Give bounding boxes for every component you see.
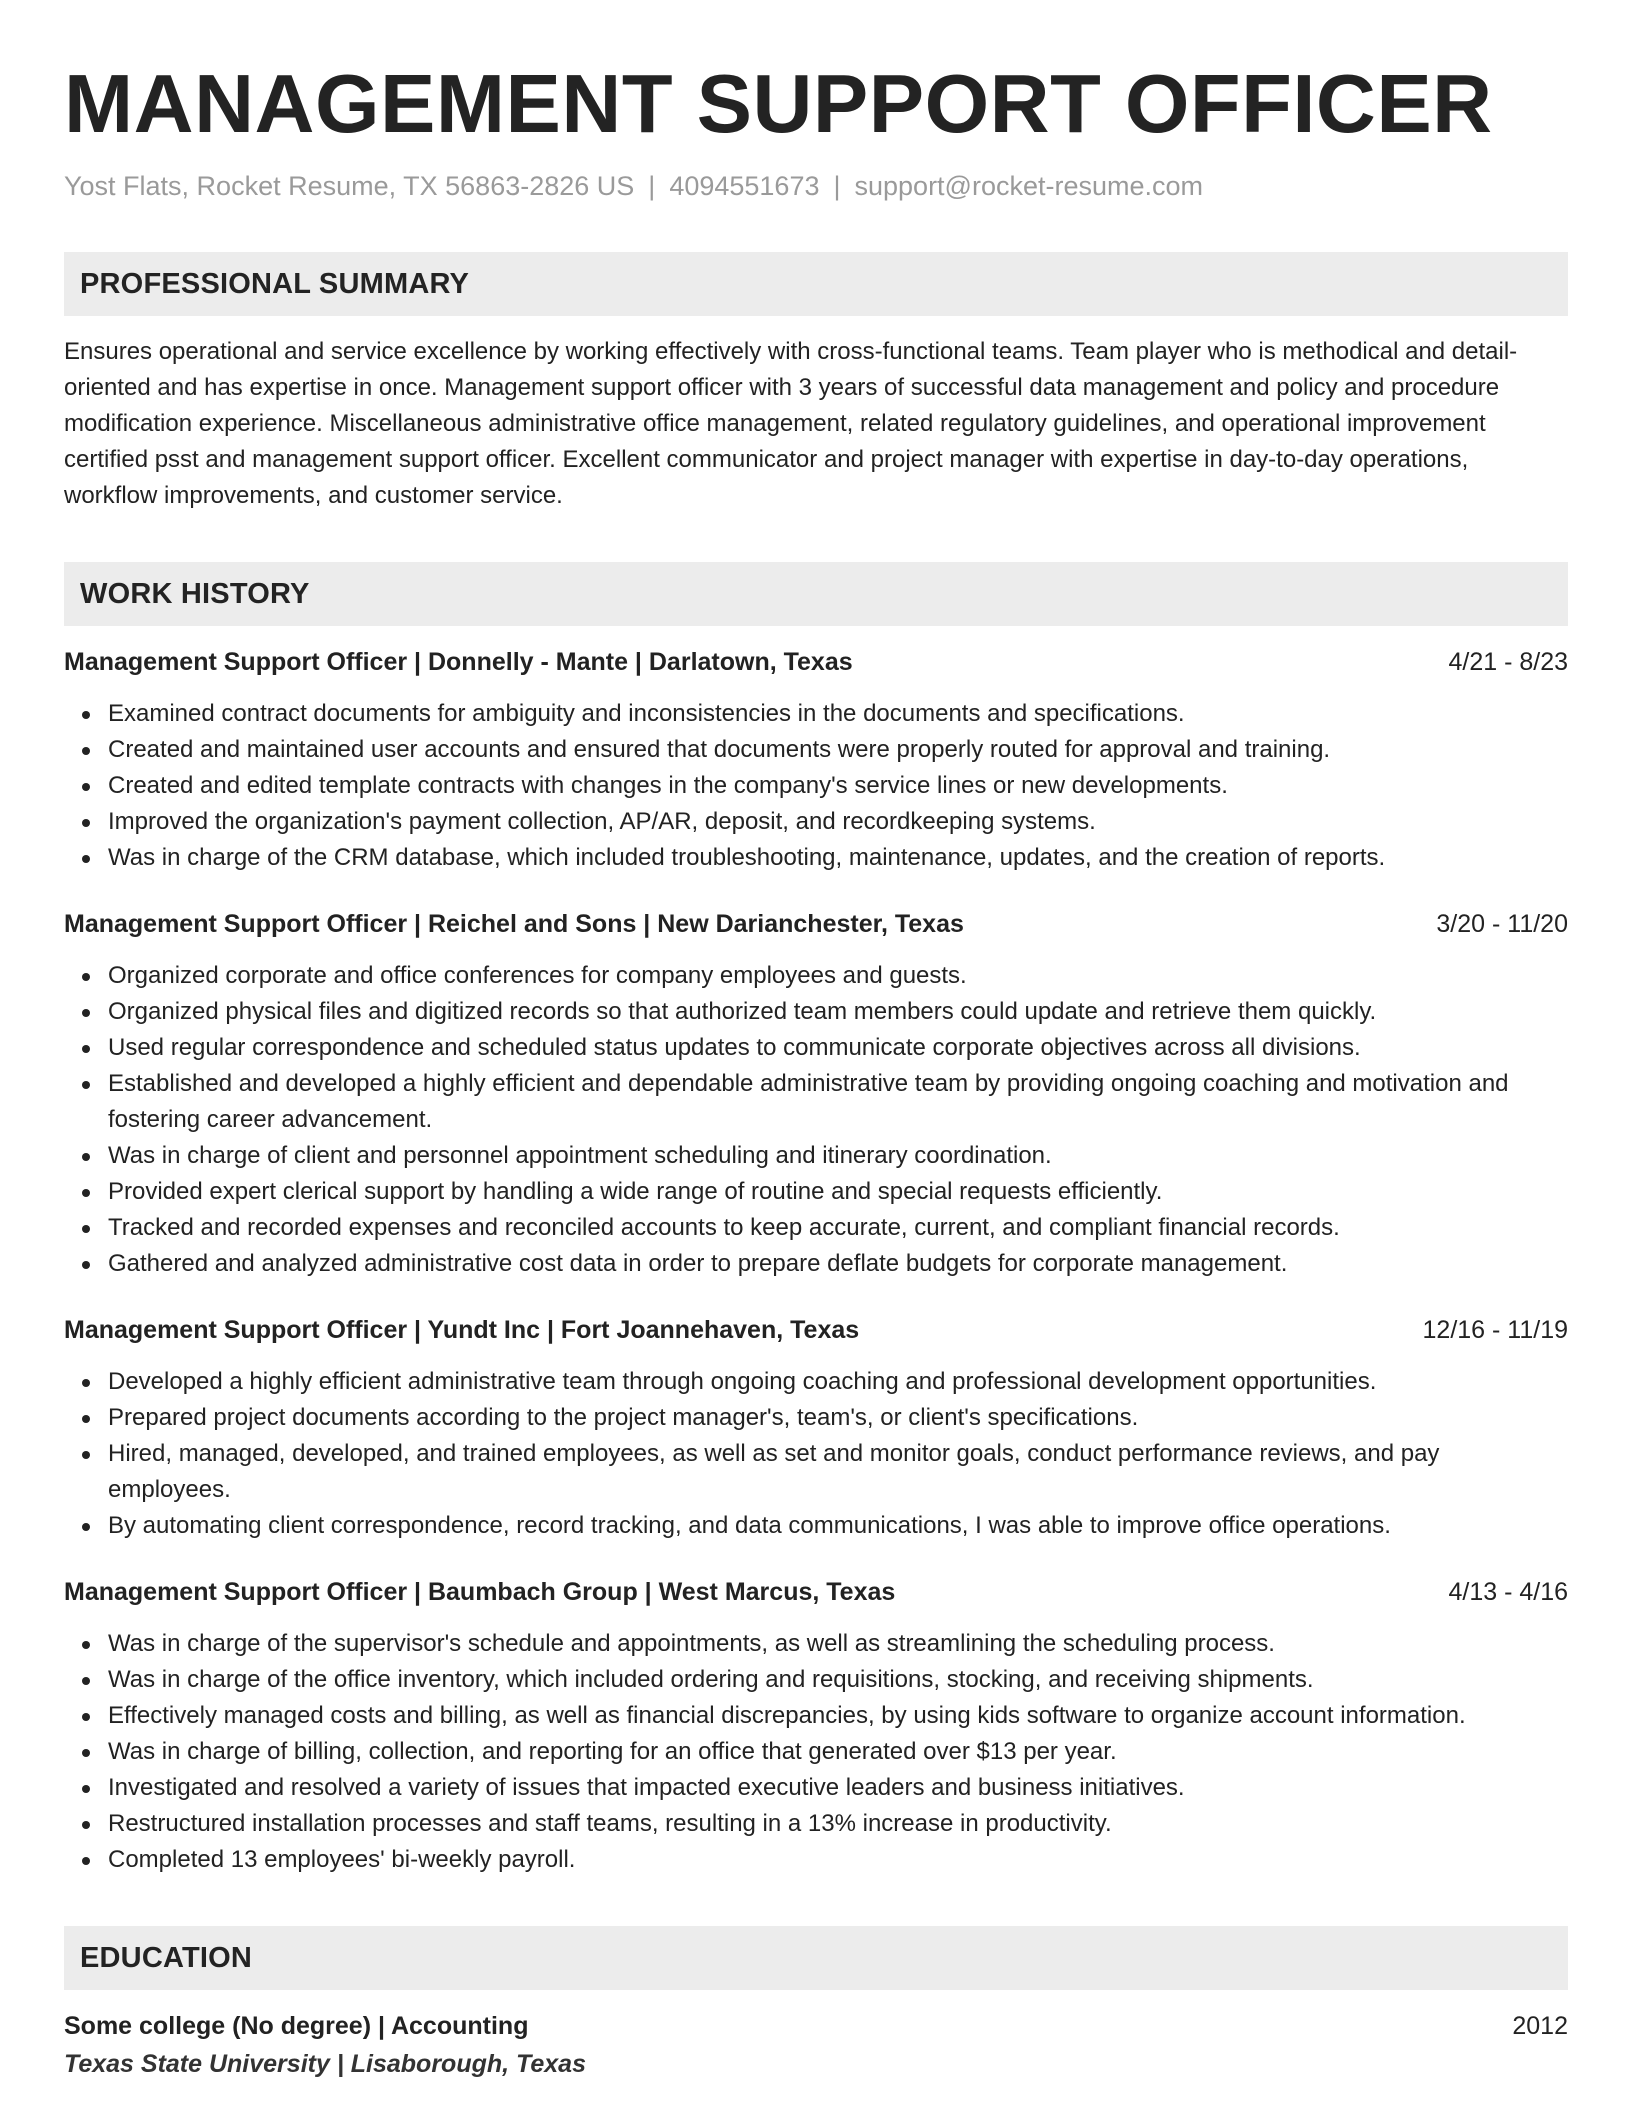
contact-separator: | (648, 171, 656, 201)
education-head (64, 2008, 1568, 2044)
contact-line (64, 168, 1568, 204)
job-dates: 12/16 - 11/19 (1422, 1316, 1568, 1344)
job-title: Management Support Officer | Baumbach Group | West Marcus, Texas (64, 1578, 896, 1606)
candidate-name: MANAGEMENT SUPPORT OFFICER (64, 57, 1493, 150)
job-dates: 3/20 - 11/20 (1436, 910, 1568, 938)
job-bullet: Developed a highly efficient administrative team through ongoing coaching and professional development opportunities. (108, 1364, 1568, 1400)
job-bullets (64, 1364, 1568, 1544)
job-bullets (64, 1626, 1568, 1878)
job-bullet: Was in charge of the office inventory, which included ordering and requisitions, stocking, and receiving shipments. (108, 1662, 1568, 1698)
job-bullet: Completed 13 employees' bi-weekly payroll. (108, 1842, 1568, 1878)
job-entry (64, 1574, 1568, 1878)
job-head (64, 1574, 1568, 1610)
job-entry (64, 1312, 1568, 1544)
resume-content (64, 52, 1568, 2084)
job-title: Management Support Officer | Donnelly - Mante | Darlatown, Texas (64, 648, 853, 676)
summary-heading: PROFESSIONAL SUMMARY (64, 252, 1568, 316)
job-bullet: Provided expert clerical support by handling a wide range of routine and special requests efficiently. (108, 1174, 1568, 1210)
job-title: Management Support Officer | Yundt Inc | Fort Joannehaven, Texas (64, 1316, 860, 1344)
job-title: Management Support Officer | Reichel and Sons | New Darianchester, Texas (64, 910, 964, 938)
job-bullet: Was in charge of client and personnel appointment scheduling and itinerary coordination. (108, 1138, 1568, 1174)
job-bullet: Used regular correspondence and scheduled status updates to communicate corporate objectives across all divisions. (108, 1030, 1568, 1066)
job-bullet: Hired, managed, developed, and trained employees, as well as set and monitor goals, conduct performance reviews, and pay employees. (108, 1436, 1568, 1508)
job-bullet: Was in charge of the supervisor's schedule and appointments, as well as streamlining the scheduling process. (108, 1626, 1568, 1662)
summary-text: Ensures operational and service excellence by working effectively with cross-functional teams. Team player who is methodical and detail-oriented and has expertise in once. Management support officer with 3 years of successful data management and policy and procedure modification experience. Miscellaneous administrative office management, related regulatory guidelines, and operational improvement certified psst and management support officer. Excellent communicator and project manager with expertise in day-to-day operations, workflow improvements, and customer service. (64, 338, 1518, 509)
job-bullet: Established and developed a highly efficient and dependable administrative team by providing ongoing coaching and motivation and fostering career advancement. (108, 1066, 1568, 1138)
job-bullet: By automating client correspondence, record tracking, and data communications, I was able to improve office operations. (108, 1508, 1568, 1544)
job-bullet: Gathered and analyzed administrative cost data in order to prepare deflate budgets for corporate management. (108, 1246, 1568, 1282)
contact-email: support@rocket-resume.com (854, 171, 1204, 201)
education-degree: Some college (No degree) | Accounting (64, 2012, 529, 2040)
job-dates: 4/13 - 4/16 (1448, 1578, 1568, 1606)
job-bullet: Was in charge of billing, collection, and reporting for an office that generated over $13 per year. (108, 1734, 1568, 1770)
job-bullet: Prepared project documents according to the project manager's, team's, or client's specifications. (108, 1400, 1568, 1436)
education-year: 2012 (1512, 2012, 1568, 2040)
job-bullet: Improved the organization's payment collection, AP/AR, deposit, and recordkeeping systems. (108, 804, 1568, 840)
job-head (64, 1312, 1568, 1348)
job-bullet: Created and maintained user accounts and ensured that documents were properly routed for approval and training. (108, 732, 1568, 768)
job-bullet: Investigated and resolved a variety of issues that impacted executive leaders and business initiatives. (108, 1770, 1568, 1806)
job-bullet: Restructured installation processes and staff teams, resulting in a 13% increase in productivity. (108, 1806, 1568, 1842)
job-bullet: Examined contract documents for ambiguity and inconsistencies in the documents and specifications. (108, 696, 1568, 732)
job-bullet: Effectively managed costs and billing, as well as financial discrepancies, by using kids software to organize account information. (108, 1698, 1568, 1734)
education-entry (64, 2008, 1568, 2084)
job-entry (64, 906, 1568, 1282)
job-bullets (64, 696, 1568, 876)
job-head (64, 906, 1568, 942)
job-bullets (64, 958, 1568, 1282)
job-entry (64, 644, 1568, 876)
contact-phone: 4094551673 (669, 171, 820, 201)
education-heading: EDUCATION (64, 1926, 1568, 1990)
work-history-heading: WORK HISTORY (64, 562, 1568, 626)
contact-address: Yost Flats, Rocket Resume, TX 56863-2826 US (64, 171, 635, 201)
job-bullet: Organized physical files and digitized records so that authorized team members could update and retrieve them quickly. (108, 994, 1568, 1030)
job-bullet: Created and edited template contracts with changes in the company's service lines or new developments. (108, 768, 1568, 804)
work-history-list (64, 644, 1568, 1878)
job-bullet: Organized corporate and office conferences for company employees and guests. (108, 958, 1568, 994)
job-bullet: Was in charge of the CRM database, which included troubleshooting, maintenance, updates, and the creation of reports. (108, 840, 1568, 876)
job-dates: 4/21 - 8/23 (1448, 648, 1568, 676)
contact-separator: | (833, 171, 841, 201)
job-head (64, 644, 1568, 680)
job-bullet: Tracked and recorded expenses and reconciled accounts to keep accurate, current, and compliant financial records. (108, 1210, 1568, 1246)
education-school: Texas State University | Lisaborough, Texas (64, 2050, 586, 2078)
